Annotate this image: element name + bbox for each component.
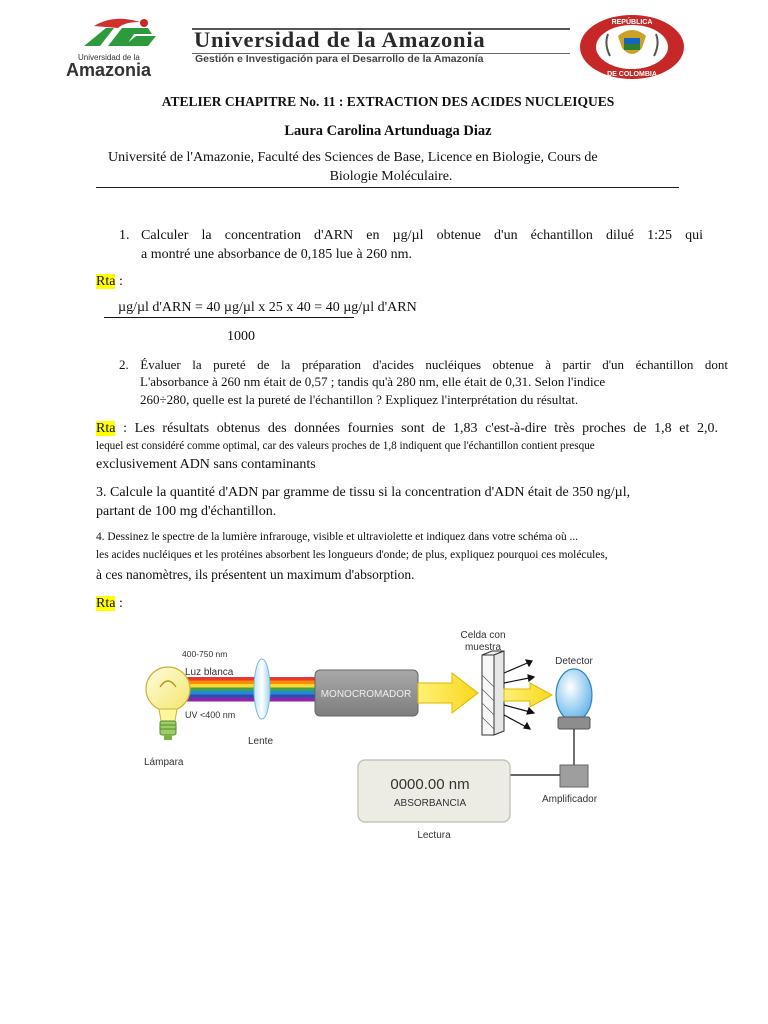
question-1-line-2: a montré une absorbance de 0,185 lue à 260 nm.	[141, 247, 412, 262]
author-name: Laura Carolina Artunduaga Diaz	[284, 123, 492, 139]
amplifier-label: Amplificador	[542, 794, 598, 805]
monochromator-label: MONOCROMADOR	[320, 689, 412, 700]
rta-colon: :	[115, 274, 123, 289]
question-4-line-1: 4. Dessinez le spectre de la lumière infrarouge, visible et ultraviolette et indiquez dans votre schéma où ...	[96, 531, 579, 543]
answer-2-text: : Les résultats obtenus des données fournies sont de 1,83 c'est-à-dire très proches de 1,8 et 2,0.	[115, 421, 718, 436]
answer-2-line-1	[96, 421, 718, 437]
sample-cell-icon	[482, 651, 504, 735]
question-4-line-3: à ces nanomètres, ils présentent un maximum d'absorption.	[96, 567, 415, 582]
rta-colon: :	[115, 596, 123, 611]
light-beam	[182, 677, 317, 702]
question-1-line-1: Calculer la concentration d'ARN en µg/µl obtenue d'un échantillon dilué 1:25 qui	[141, 228, 703, 243]
readout-label: ABSORBANCIA	[393, 798, 467, 809]
cell-label-1: Celda con	[460, 630, 506, 641]
university-logo	[64, 14, 192, 80]
question-number: 1.	[119, 228, 130, 243]
university-subtitle: Gestión e Investigación para el Desarrollo de la Amazonía	[195, 53, 484, 65]
rta-highlight: Rta	[96, 274, 116, 289]
question-2-line-2: L'absorbance à 260 nm était de 0,57 ; tandis qu'à 280 nm, elle était de 0,31. Selon l'indice	[140, 374, 606, 389]
range-label: 400-750 nm	[182, 649, 228, 659]
question-2-line-3: 260÷280, quelle est la pureté de l'échantillon ? Expliquez l'interprétation du résultat.	[140, 392, 579, 407]
lamp-icon	[146, 667, 190, 740]
answer-4-label	[96, 596, 123, 612]
detector-label: Detector	[555, 656, 593, 667]
readout-value: 0000.00 nm	[390, 776, 470, 793]
cell-label-2: muestra	[464, 642, 502, 653]
formula-denominator: 1000	[227, 329, 255, 344]
logo-small-text: Universidad de la	[78, 53, 140, 62]
answer-2-line-3: exclusivement ADN sans contaminants	[96, 457, 316, 472]
seal-top-text: REPÚBLICA	[611, 19, 653, 26]
affiliation-line-1: Université de l'Amazonie, Faculté des Sciences de Base, Licence en Biologie, Cours de	[108, 150, 598, 165]
university-name: Universidad de la Amazonia	[194, 27, 486, 52]
light-arrow	[418, 673, 478, 713]
fraction-bar	[104, 317, 354, 318]
detector-arrow	[504, 683, 552, 707]
document-title: ATELIER CHAPITRE No. 11 : EXTRACTION DES ACIDES NUCLEIQUES	[161, 94, 615, 109]
lens-label: Lente	[248, 736, 274, 747]
rta-highlight: Rta	[96, 596, 116, 611]
detector-icon	[556, 669, 592, 765]
rta-highlight: Rta	[96, 421, 116, 436]
logo-big-text: Amazonia	[66, 60, 152, 80]
uv-label: UV <400 nm	[185, 710, 236, 720]
lens-icon	[254, 659, 270, 719]
lamp-label: Lámpara	[144, 757, 184, 768]
seal-bottom-text: DE COLOMBIA	[607, 71, 657, 78]
title-divider	[96, 187, 679, 188]
question-4-line-2: les acides nucléiques et les protéines absorbent les longueurs d'onde; de plus, expliquez pourquoi ces molécules,	[96, 549, 608, 561]
affiliation-line-2: Biologie Moléculaire.	[329, 169, 453, 184]
answer-1-label	[96, 274, 123, 290]
reading-label: Lectura	[417, 830, 451, 841]
formula-line: µg/µl d'ARN = 40 µg/µl x 25 x 40 = 40 µg/µl d'ARN	[118, 300, 417, 315]
spectrophotometer-diagram	[130, 625, 650, 845]
question-3-line-2: partant de 100 mg d'échantillon.	[96, 504, 277, 519]
amplifier-box	[560, 765, 588, 787]
white-light-label: Luz blanca	[185, 667, 234, 678]
question-2-line-1: 2. Évaluer la pureté de la préparation d'acides nucléiques obtenue à partir d'un échantillon dont	[119, 357, 728, 372]
question-3-line-1: 3. Calcule la quantité d'ADN par gramme de tissu si la concentration d'ADN était de 350 ng/µl,	[96, 485, 631, 500]
answer-2-line-2: lequel est considéré comme optimal, car des valeurs proches de 1,8 indiquent que l'échantillon contient presque	[96, 440, 595, 452]
colombia-seal	[578, 14, 686, 80]
